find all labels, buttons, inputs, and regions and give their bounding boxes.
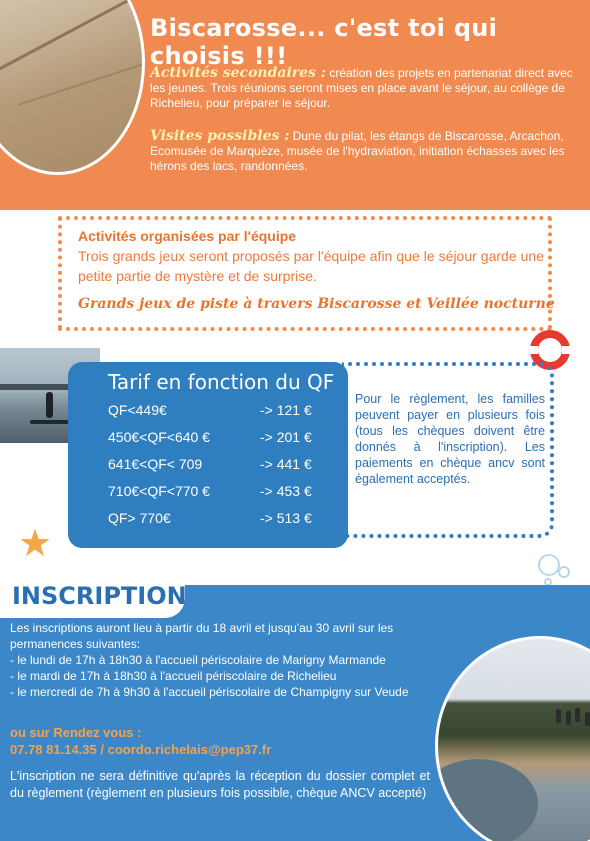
inscription-title: INSCRIPTION [12,582,187,610]
schedule-line: - le lundi de 17h à 18h30 à l'accueil périscolaire de Marigny Marmande [10,653,386,667]
tarif-row [108,429,343,449]
tarif-title: Tarif en fonction du QF [108,370,335,394]
inscription-intro: Les inscriptions auront lieu à partir du 18 avril et jusqu'au 30 avril sur les permanences suivantes: [10,621,394,651]
visits-text: Dune du pilat, les étangs de Biscarosse, Arcachon, Ecomusée de Marquèze, musée de l'hydraviation, initiation échasses avec les hérons des lacs, randonnées. [150,129,565,173]
tarif-qf: 450€<QF<640 € [108,429,210,445]
tarif-price: -> 513 € [260,510,312,526]
appointment-label: ou sur Rendez vous : [10,725,142,740]
team-heading: Activités organisées par l'équipe [78,228,297,244]
starfish-icon: ★ [18,523,53,565]
tarif-price: -> 441 € [260,456,312,472]
schedule-line: - le mercredi de 7h à 9h30 à l'accueil périscolaire de Champigny sur Veude [10,685,409,699]
tarif-row [108,510,343,530]
tarif-price: -> 453 € [260,483,312,499]
secondary-activities [150,66,582,111]
team-text: Trois grands jeux seront proposés par l'équipe afin que le séjour garde une petite partie de mystère et de surprise. [78,248,544,284]
tarif-row [108,456,343,476]
tarif-price: -> 121 € [260,402,312,418]
inscription-details [10,620,440,700]
tarif-price: -> 201 € [260,429,312,445]
payment-text: Pour le règlement, les familles peuvent payer en plusieurs fois (tous les chèques doivent être donnés à l'inscription). Les paiements en chèque ancv sont également acceptés. [355,392,545,486]
page-title: Biscarosse... c'est toi qui choisis !!! [150,14,498,70]
possible-visits [150,129,582,174]
tarif-row [108,483,343,503]
tarif-qf: QF<449€ [108,402,167,418]
tarif-qf: QF> 770€ [108,510,171,526]
tarif-qf: 710€<QF<770 € [108,483,210,499]
tarif-box [68,362,348,548]
dotted-divider-bottom [58,327,552,331]
tarif-row [108,402,343,422]
appointment-block [10,724,271,758]
visits-label: Visites possibles : [150,128,290,144]
secondary-label: Activités secondaires : [150,65,326,81]
secondary-text: création des projets en partenariat direct avec les jeunes. Trois réunions seront mises en place avant le séjour, au collège de Richelieu, pour préparer le séjour. [150,66,573,110]
schedule-line: - le mardi de 17h à 18h30 à l'accueil périscolaire de Richelieu [10,669,337,683]
tarif-qf: 641€<QF< 709 [108,456,203,472]
contact-info[interactable]: 07.78 81.14.35 / coordo.richelais@pep37.fr [10,742,272,757]
team-highlight: Grands jeux de piste à travers Biscarosse et Veillée nocturne [78,296,555,312]
final-note: L'inscription ne sera définitive qu'après la réception du dossier complet et du règlement (règlement en plusieurs fois possible, chèque ANCV accepté) [10,769,430,800]
